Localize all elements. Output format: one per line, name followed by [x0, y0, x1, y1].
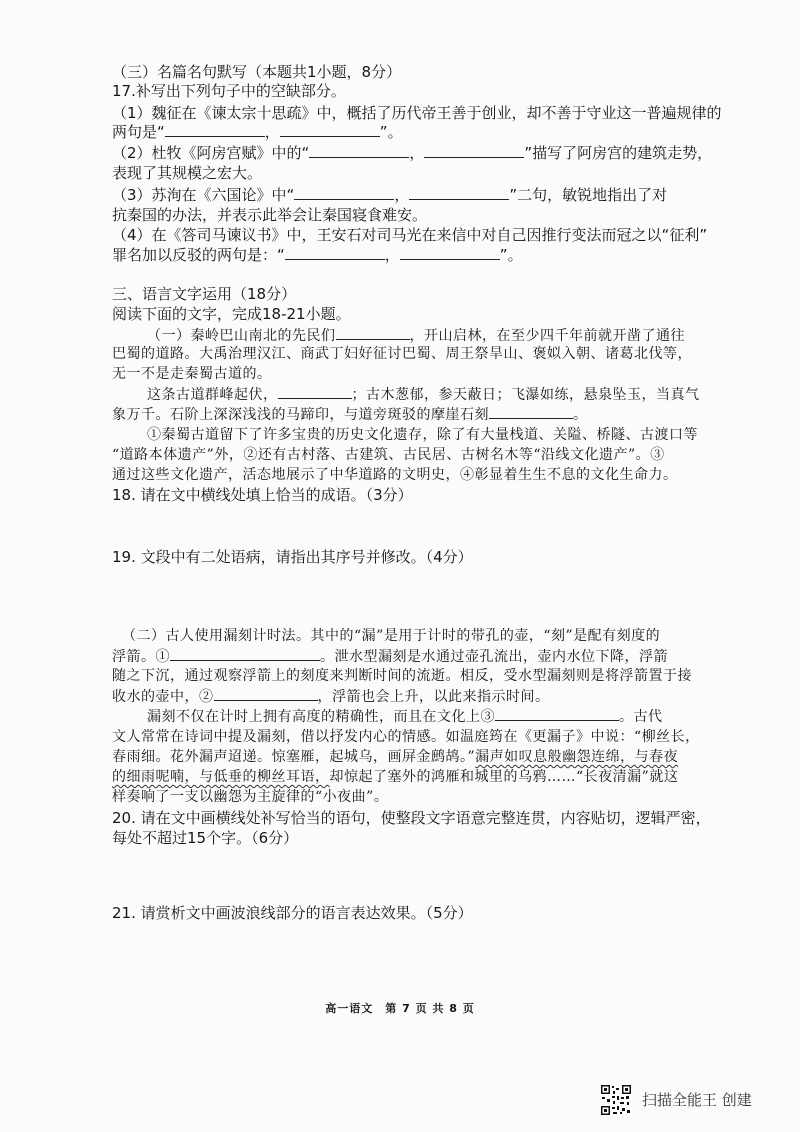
q20-line2: 每处不超过15个字。（6分） — [112, 829, 299, 847]
passage2-line6: 文人常常在诗词中提及漏刻，借以抒发内心的情感。如温庭筠在《更漏子》中说：“柳丝长， — [112, 729, 700, 745]
passage1-line1 — [147, 325, 685, 346]
q17-item4-blank2[interactable] — [400, 245, 500, 260]
q17-item1-blank1[interactable] — [165, 122, 265, 137]
passage2-line4-pre: 收水的壶中，② — [112, 689, 214, 705]
passage2-blank-2[interactable] — [214, 686, 318, 701]
q20-line1: 20. 请在文中画横线处补写恰当的语句，使整段文字语意完整连贯，内容贴切，逻辑严密， — [112, 809, 711, 827]
q17-item1-blank2[interactable] — [280, 122, 380, 137]
q17-item1-line1: （1）魏征在《谏太宗十思疏》中，概括了历代帝王善于创业，却不善于守业这一普遍规律的 — [112, 104, 722, 122]
q17-item4-line2 — [112, 245, 523, 265]
q21: 21. 请赏析文中画波浪线部分的语言表达效果。（5分） — [112, 904, 473, 922]
q17-item3-blank2[interactable] — [409, 185, 509, 200]
q17-item4-blank1[interactable] — [285, 245, 385, 260]
passage2-line2-pre: 浮箭。① — [112, 649, 170, 665]
passage1-blank-a[interactable] — [336, 325, 410, 340]
wavy-underlined-text-1: 漏声如叹息般幽怨连绵，与春夜 — [475, 749, 679, 765]
q17-item4-comma: ， — [384, 246, 400, 264]
scanner-brand-watermark: 扫描全能王 创建 — [642, 1091, 752, 1109]
q17-item1-line2 — [112, 122, 403, 142]
passage2-line8 — [112, 767, 678, 787]
passage2-blank-1[interactable] — [170, 646, 320, 661]
q17-item2-line2: 表现了其规模之宏大。 — [112, 164, 263, 182]
q17-item3-line2: 抗秦国的办法，并表示此举会让秦国寝食难安。 — [112, 206, 428, 224]
passage1-line3: 无一不是走秦蜀古道的。 — [112, 366, 272, 382]
q17-stem: 17.补写出下列句子中的空缺部分。 — [112, 82, 346, 100]
q17-item3-suffix: ”二句，敏锐地指出了对 — [509, 186, 668, 204]
passage2-line8-post: 却惊起了塞外的鸿雁和城里的乌鸦……“长夜清漏”就这 — [329, 769, 679, 785]
passage2-line2-post: 。泄水型漏刻是水通过壶孔流出，壶内水位下降，浮箭 — [320, 649, 668, 665]
q17-item3-blank1[interactable] — [294, 185, 394, 200]
passage2-blank-3[interactable] — [495, 706, 619, 721]
q17-item1-comma: ， — [264, 123, 280, 141]
wavy-underlined-text-2: 的细雨呢喃，与低垂的柳丝耳语， — [112, 769, 330, 785]
passage2-line4-post: ，浮箭也会上升，以此来指示时间。 — [317, 689, 550, 705]
q18: 18. 请在文中横线处填上恰当的成语。（3分） — [112, 486, 413, 504]
passage1-line7: “道路本体遗产”外，②还有古村落、古建筑、古民居、古树名木等“沿线文化遗产”。③ — [112, 447, 665, 463]
part3-title: 三、语言文字运用（18分） — [112, 285, 297, 303]
passage1-line8: 通过这些文化遗产，活态地展示了中华道路的文明史，④彰显着生生不息的文化生命力。 — [112, 467, 678, 483]
passage1-line1-pre: （一）秦岭巴山南北的先民们 — [147, 328, 336, 344]
q17-item2-blank2[interactable] — [424, 143, 524, 158]
q17-item2-blank1[interactable] — [309, 143, 409, 158]
passage1-line5-post: 。 — [573, 407, 588, 423]
passage1-blank-b[interactable] — [278, 384, 352, 399]
q17-item3-line1 — [112, 185, 667, 205]
passage1-line4-post: ；古木葱郁，参天蔽日；飞瀑如练，悬泉坠玉，当真气 — [351, 387, 700, 403]
passage1-line5 — [112, 404, 588, 425]
passage1-line2: 巴蜀的道路。大禹治理汉江、商武丁妇好征讨巴蜀、周王祭旱山、褒姒入朝、诸葛北伐等， — [112, 346, 692, 362]
passage1-line6: ①秦蜀古道留下了许多宝贵的历史文化遗存，除了有大量栈道、关隘、桥隧、古渡口等 — [147, 427, 698, 443]
q17-item4-prefix: 罪名加以反驳的两句是：“ — [112, 246, 285, 264]
passage1-line5-pre: 象万千。石阶上深深浅浅的马蹄印，与道旁斑驳的摩崖石刻 — [112, 407, 489, 423]
passage2-line7-pre: 春雨细。花外漏声迢递。惊塞雁，起城乌，画屏金鹧鸪。” — [112, 749, 476, 765]
q17-item2-suffix: ”描写了阿房宫的建筑走势， — [524, 144, 713, 162]
passage2-line9: 样奏响了一支以幽怨为主旋律的“小夜曲”。 — [112, 789, 389, 805]
q17-item4-line1: （4）在《答司马谏议书》中，王安石对司马光在来信中对自己因推行变法而冠之以“征利” — [112, 226, 708, 244]
q17-item2-prefix: （2）杜牧《阿房宫赋》中的“ — [112, 144, 310, 162]
q17-item2-comma: ， — [409, 144, 425, 162]
page-footer: 高一语文 第 7 页 共 8 页 — [325, 1002, 475, 1015]
passage1-blank-c[interactable] — [489, 404, 573, 419]
qr-code-icon — [600, 1084, 632, 1116]
q17-item1-suffix: ”。 — [379, 123, 403, 141]
passage2-line5-post: 。古代 — [619, 709, 663, 725]
passage2-line5-pre: 漏刻不仅在计时上拥有高度的精确性，而且在文化上③ — [147, 709, 495, 725]
passage2-line7 — [112, 747, 678, 767]
q19: 19. 文段中有二处语病，请指出其序号并修改。（4分） — [112, 548, 473, 566]
passage2-line2 — [112, 646, 668, 667]
q17-item3-prefix: （3）苏洵在《六国论》中“ — [112, 186, 295, 204]
passage2-line5 — [147, 706, 663, 727]
q17-item2-line1 — [112, 143, 712, 163]
reading-intro: 阅读下面的文字，完成18-21小题。 — [112, 305, 351, 323]
passage1-line1-post: ，开山启林，在至少四千年前就开凿了通往 — [409, 328, 685, 344]
passage2-line4 — [112, 686, 550, 707]
passage1-line4-pre: 这条古道群峰起伏， — [147, 387, 278, 403]
passage2-line3: 随之下沉，通过观察浮箭上的刻度来判断时间的流逝。相反，受水型漏刻则是将浮箭置于接 — [112, 668, 692, 684]
passage2-line1: （二）古人使用漏刻计时法。其中的“漏”是用于计时的带孔的壶，“刻”是配有刻度的 — [122, 628, 661, 644]
q17-item4-suffix: ”。 — [499, 246, 523, 264]
passage1-line4 — [147, 384, 700, 405]
q17-item1-prefix: 两句是“ — [112, 123, 165, 141]
section3-title: （三）名篇名句默写（本题共1小题，8分） — [112, 63, 402, 81]
q17-item3-comma: ， — [394, 186, 410, 204]
